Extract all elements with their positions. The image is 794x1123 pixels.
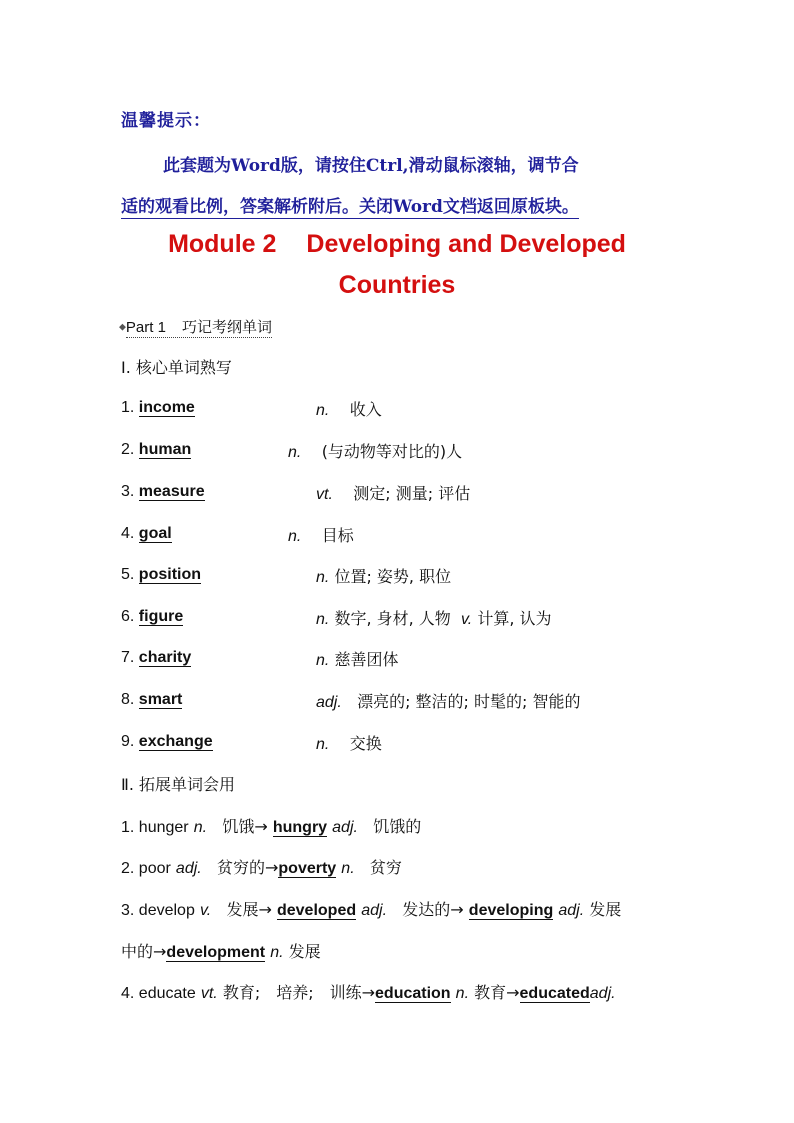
answer-word: educated xyxy=(519,985,590,1002)
list-item: 1. income n. 收入 xyxy=(121,399,382,419)
list-item: 2. human n. (与动物等对比的)人 xyxy=(121,441,463,461)
answer-word: goal xyxy=(138,525,172,542)
answer-word: income xyxy=(138,399,195,416)
answer-word: exchange xyxy=(138,733,213,750)
title-module: Module 2 xyxy=(168,230,277,258)
list-item: 6. figure n. 数字, 身材, 人物 v. 计算, 认为 xyxy=(121,608,552,628)
list-item: 2. poor adj. 贫穷的→poverty n. 贫穷 xyxy=(121,858,402,877)
tip-line-2: 适的观看比例，答案解析附后。关闭Word文档返回原板块。 xyxy=(121,197,579,217)
answer-word: measure xyxy=(138,483,205,500)
list-item: 5. position n. 位置; 姿势, 职位 xyxy=(121,566,452,586)
tip-title: 温馨提示： xyxy=(121,111,211,131)
answer-word: developing xyxy=(468,902,554,919)
answer-word: poverty xyxy=(278,860,337,877)
list-item: 4. educate vt. 教育; 培养; 训练→education n. 教育→educatedadj. xyxy=(121,983,616,1002)
answer-word: figure xyxy=(138,608,184,625)
answer-word: education xyxy=(375,985,451,1002)
list-item: 1. hunger n. 饥饿→ hungry adj. 饥饿的 xyxy=(121,817,422,836)
part-heading: ◆Part 1 巧记考纲单词 xyxy=(119,318,272,336)
tip-body xyxy=(121,146,691,228)
tip-line-1: 此套题为Word版，请按住Ctrl,滑动鼠标滚轴，调节合 xyxy=(163,156,579,176)
answer-word: position xyxy=(138,566,202,583)
answer-word: development xyxy=(166,944,266,961)
answer-word: developed xyxy=(276,902,357,919)
section-heading-extended: Ⅱ. 拓展单词会用 xyxy=(121,775,236,794)
list-item-continued: 中的→development n. 发展 xyxy=(121,942,321,961)
list-item: 8. smart adj. 漂亮的; 整洁的; 时髦的; 智能的 xyxy=(121,691,581,711)
list-item: 3. develop v. 发展→ developed adj. 发达的→ developing adj. 发展 xyxy=(121,900,622,919)
list-item: 7. charity n. 慈善团体 xyxy=(121,649,399,669)
diamond-bullet-icon: ◆ xyxy=(119,322,126,333)
title-line2: Countries xyxy=(338,271,456,299)
answer-word: charity xyxy=(138,649,192,666)
section-heading-core: Ⅰ. 核心单词熟写 xyxy=(121,358,232,377)
title-line1: Developing and Developed xyxy=(306,230,626,258)
list-item: 3. measure vt. 测定; 测量; 评估 xyxy=(121,483,471,503)
answer-word: hungry xyxy=(272,819,328,836)
answer-word: smart xyxy=(138,691,183,708)
list-item: 9. exchange n. 交换 xyxy=(121,733,382,753)
list-item: 4. goal n. 目标 xyxy=(121,525,354,545)
answer-word: human xyxy=(138,441,192,458)
page-title xyxy=(90,224,704,306)
